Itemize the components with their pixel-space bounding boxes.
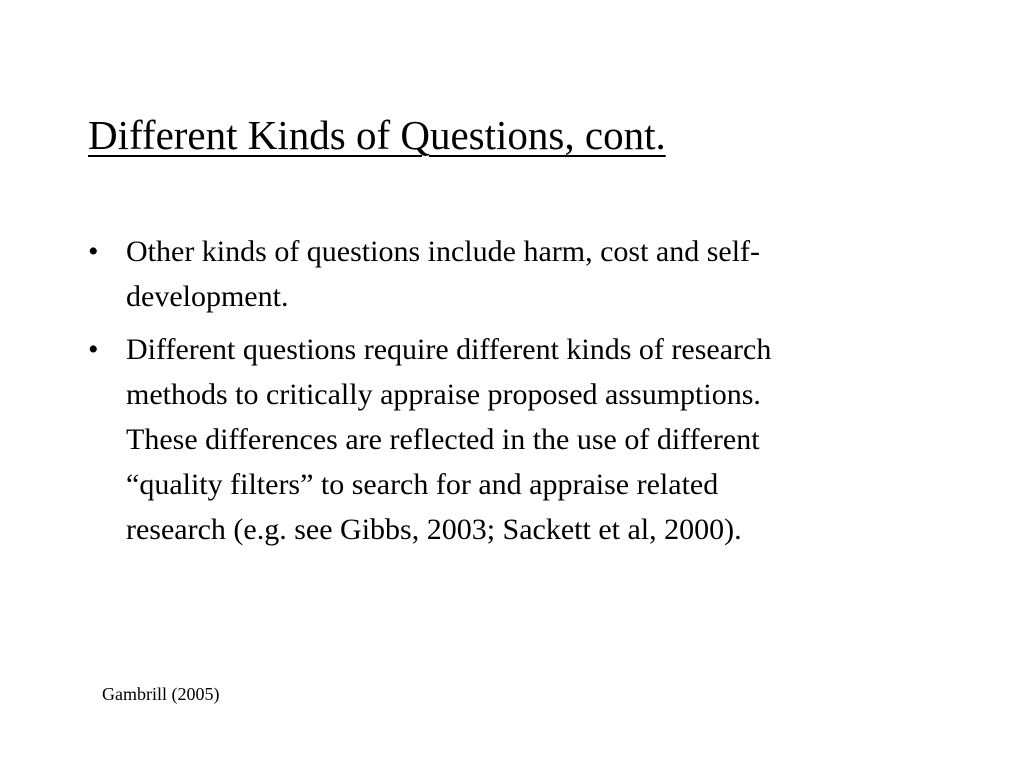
bullet-icon: •	[88, 235, 99, 268]
bullet-list	[88, 229, 938, 560]
bullet-line: development.	[126, 280, 289, 313]
slide-title: Different Kinds of Questions, cont.	[88, 112, 666, 158]
bullet-icon: •	[88, 333, 99, 366]
citation: Gambrill (2005)	[102, 684, 220, 704]
bullet-line: methods to critically appraise proposed assumptions.	[126, 378, 761, 411]
bullet-line: Different questions require different kinds of research	[126, 333, 772, 366]
bullet-line: “quality filters” to search for and appraise related	[126, 468, 719, 501]
bullet-line: Other kinds of questions include harm, cost and self-	[126, 235, 761, 268]
bullet-line: These differences are reflected in the use of different	[126, 423, 760, 456]
bullet-line: research (e.g. see Gibbs, 2003; Sackett et al, 2000).	[126, 513, 742, 546]
bullet-item	[88, 229, 938, 319]
bullet-item	[88, 327, 938, 552]
